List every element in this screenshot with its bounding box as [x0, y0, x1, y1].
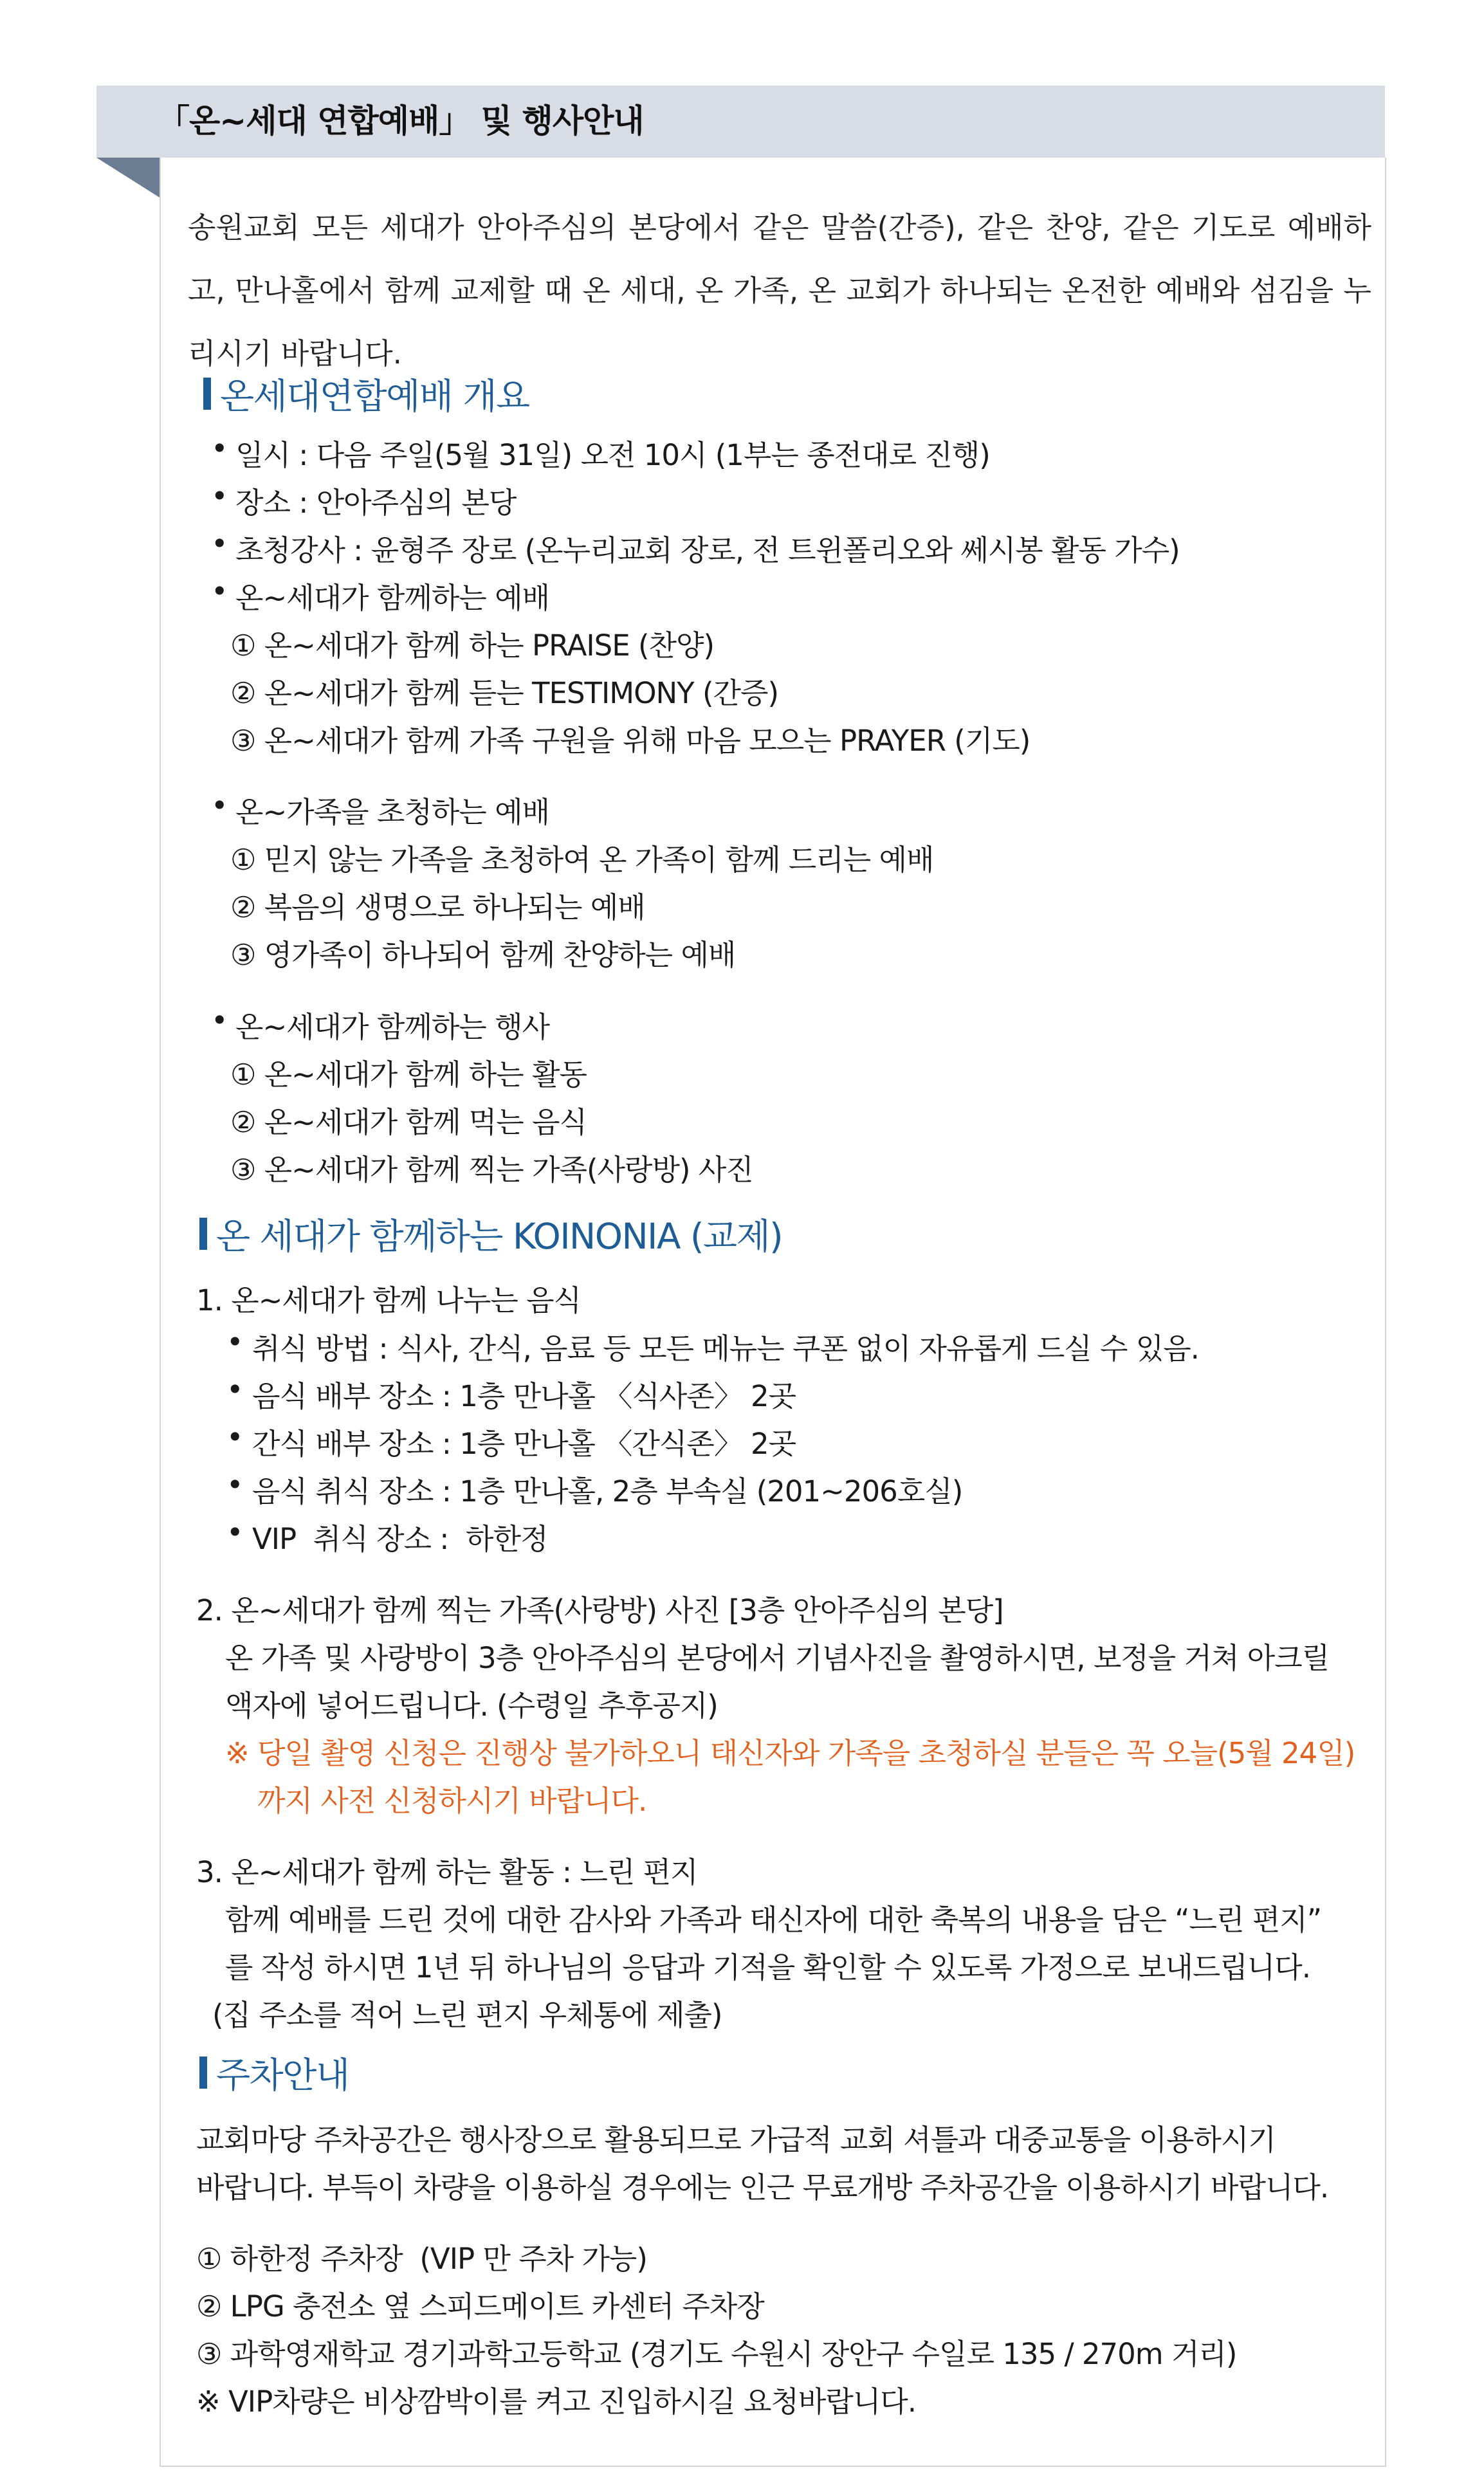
list-item: 초청강사 : 윤형주 장로 (온누리교회 장로, 전 트윈폴리오와 쎄시봉 활동 가수): [235, 533, 1180, 567]
list-item: 음식 배부 장소 : 1층 만나홀 〈식사존〉 2곳: [252, 1379, 796, 1413]
body-line: 를 작성 하시면 1년 뒤 하나님의 응답과 기적을 확인할 수 있도록 가정으로 보내드립니다.: [225, 1950, 1311, 1984]
body-line: (집 주소를 적어 느린 편지 우체통에 제출): [212, 1998, 722, 2032]
sub-item: ② 온~세대가 함께 먹는 음식: [230, 1105, 587, 1139]
list-item: 간식 배부 장소 : 1층 만나홀 〈간식존〉 2곳: [252, 1427, 796, 1461]
section-heading-koinonia: [199, 1208, 782, 1259]
list-item: 음식 취식 장소 : 1층 만나홀, 2층 부속실 (201~206호실): [252, 1474, 963, 1508]
list-item: VIP 취식 장소 : 하한정: [252, 1522, 548, 1556]
section-marker: [203, 378, 211, 410]
parking-lot-item: ③ 과학영재학교 경기과학고등학교 (경기도 수원시 장안구 수일로 135 / 270m 거리): [196, 2337, 1237, 2371]
list-item: 온~세대가 함께하는 행사: [235, 1010, 550, 1044]
list-item: 장소 : 안아주심의 본당: [235, 486, 517, 520]
notice-line: 까지 사전 신청하시기 바랍니다.: [257, 1784, 647, 1818]
bullet-icon: •: [211, 574, 228, 609]
section-marker: [199, 1218, 207, 1250]
card-border-left: [160, 158, 161, 2467]
subsection-title: 3. 온~세대가 함께 하는 활동 : 느린 편지: [196, 1855, 698, 1889]
card-border-right: [1385, 158, 1386, 2467]
section-marker: [199, 2057, 207, 2089]
bullet-icon: •: [226, 1468, 244, 1502]
parking-lot-item: ① 하한정 주차장 (VIP 만 주차 가능): [196, 2242, 647, 2276]
body-line: 함께 예배를 드린 것에 대한 감사와 가족과 태신자에 대한 축복의 내용을 담은 “느린 편지”: [225, 1903, 1322, 1937]
header-fold-decoration: [96, 158, 160, 197]
section-title: 온 세대가 함께하는 KOINONIA (교제): [216, 1216, 783, 1257]
notice-line: ※ 당일 촬영 신청은 진행상 불가하오니 태신자와 가족을 초청하실 분들은 꼭 오늘(5월 24일): [225, 1736, 1355, 1770]
bullet-icon: •: [211, 1003, 228, 1038]
sub-item: ③ 온~세대가 함께 가족 구원을 위해 마음 모으는 PRAYER (기도): [230, 724, 1031, 758]
bullet-icon: •: [211, 479, 228, 513]
list-item: 온~가족을 초청하는 예배: [235, 795, 550, 829]
sub-item: ② 복음의 생명으로 하나되는 예배: [230, 890, 645, 924]
sub-item: ① 온~세대가 함께 하는 PRAISE (찬양): [230, 628, 715, 663]
sub-item: ① 믿지 않는 가족을 초청하여 온 가족이 함께 드리는 예배: [230, 843, 934, 877]
bullet-icon: •: [226, 1325, 244, 1359]
section-heading-parking: [199, 2047, 349, 2098]
body-line: 액자에 넣어드립니다. (수령일 추후공지): [225, 1689, 718, 1723]
bullet-icon: •: [211, 527, 228, 561]
section-title: 온세대연합예배 개요: [220, 376, 529, 417]
subsection-title: 1. 온~세대가 함께 나누는 음식: [196, 1283, 582, 1317]
bullet-icon: •: [226, 1420, 244, 1454]
bullet-icon: •: [211, 432, 228, 466]
intro-paragraph: 송원교회 모든 세대가 안아주심의 본당에서 같은 말씀(간증), 같은 찬양, 같은 기도로 예배하고, 만나홀에서 함께 교제할 때 온 세대, 온 가족, 온 교회가 하나되는 온전한 예배와 섬김을 누리시기 바랍니다.: [188, 210, 1371, 371]
sub-item: ② 온~세대가 함께 듣는 TESTIMONY (간증): [230, 676, 779, 710]
body-line: 온 가족 및 사랑방이 3층 안아주심의 본당에서 기념사진을 촬영하시면, 보정을 거쳐 아크릴: [225, 1641, 1330, 1675]
section-heading-overview: [203, 368, 529, 419]
notice-line: ※ VIP차량은 비상깜박이를 켜고 진입하시길 요청바랍니다.: [196, 2385, 917, 2419]
list-item: 취식 방법 : 식사, 간식, 음료 등 모든 메뉴는 쿠폰 없이 자유롭게 드실 수 있음.: [252, 1332, 1199, 1366]
body-line: 바랍니다. 부득이 차량을 이용하실 경우에는 인근 무료개방 주차공간을 이용하시기 바랍니다.: [196, 2170, 1329, 2204]
bullet-icon: •: [211, 789, 228, 823]
bullet-icon: •: [226, 1373, 244, 1407]
subsection-title: 2. 온~세대가 함께 찍는 가족(사랑방) 사진 [3층 안아주심의 본당]: [196, 1593, 1003, 1627]
sub-item: ① 온~세대가 함께 하는 활동: [230, 1058, 587, 1092]
list-item: 온~세대가 함께하는 예배: [235, 581, 550, 615]
card-border-bottom: [160, 2466, 1386, 2467]
list-item: 일시 : 다음 주일(5월 31일) 오전 10시 (1부는 종전대로 진행): [235, 438, 990, 472]
body-line: 교회마당 주차공간은 행사장으로 활용되므로 가급적 교회 셔틀과 대중교통을 이용하시기: [196, 2123, 1276, 2157]
sub-item: ③ 영가족이 하나되어 함께 찬양하는 예배: [230, 938, 736, 972]
sub-item: ③ 온~세대가 함께 찍는 가족(사랑방) 사진: [230, 1153, 753, 1187]
section-title: 주차안내: [216, 2055, 349, 2096]
bullet-icon: •: [226, 1516, 244, 1550]
page-title: 「온~세대 연합예배」 및 행사안내: [158, 102, 644, 140]
parking-lot-item: ② LPG 충전소 옆 스피드메이트 카센터 주차장: [196, 2289, 764, 2323]
